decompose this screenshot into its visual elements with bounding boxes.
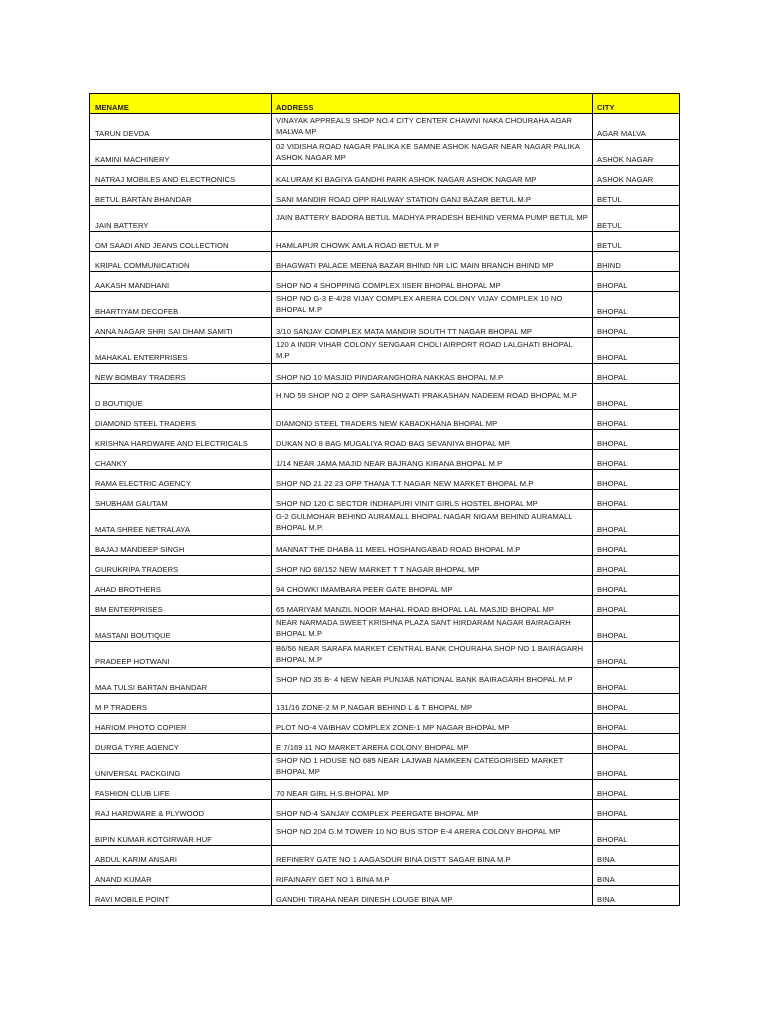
table-row [90,252,680,272]
cell-mename: RAJ HARDWARE & PLYWOOD [90,800,272,820]
cell-mename: KAMINI MACHINERY [90,140,272,166]
cell-mename: BAJAJ MANDEEP SINGH [90,536,272,556]
cell-city: BHOPAL [593,694,680,714]
table-row [90,384,680,410]
cell-address: PLOT NO-4 VAIBHAV COMPLEX ZONE-1 MP NAGAR BHOPAL MP [272,714,593,734]
table-row [90,576,680,596]
cell-address: HAMLAPUR CHOWK AMLA ROAD BETUL M P [272,232,593,252]
cell-address: SHOP NO 21 22 23 OPP THANA T.T NAGAR NEW MARKET BHOPAL M.P [272,470,593,490]
cell-address: NEAR NARMADA SWEET KRISHNA PLAZA SANT HIRDARAM NAGAR BAIRAGARH BHOPAL M.P [272,616,593,642]
table-header-row [90,94,680,114]
cell-mename: D BOUTIQUE [90,384,272,410]
cell-city: BINA [593,886,680,906]
cell-city: BHOPAL [593,734,680,754]
cell-address: E 7/169 11 NO MARKET ARERA COLONY BHOPAL MP [272,734,593,754]
cell-mename: ANNA NAGAR SHRI SAI DHAM SAMITI [90,318,272,338]
cell-city: BETUL [593,186,680,206]
cell-address: SHOP NO-4 SANJAY COMPLEX PEERGATE BHOPAL MP [272,800,593,820]
cell-mename: BIPIN KUMAR KOTGIRWAR HUF [90,820,272,846]
cell-mename: KRIPAL COMMUNICATION [90,252,272,272]
cell-address: 70 NEAR GIRL H.S.BHOPAL MP [272,780,593,800]
cell-city: BHOPAL [593,536,680,556]
cell-address: 131/16 ZONE-2 M P NAGAR BEHIND L & T BHOPAL MP [272,694,593,714]
table-row [90,536,680,556]
cell-city: BHOPAL [593,780,680,800]
cell-city: BHOPAL [593,800,680,820]
table-row [90,114,680,140]
cell-mename: NATRAJ MOBILES AND ELECTRONICS [90,166,272,186]
cell-city: BHOPAL [593,384,680,410]
cell-city: BHIND [593,252,680,272]
cell-mename: RAVI MOBILE POINT [90,886,272,906]
table-row [90,272,680,292]
table-row [90,232,680,252]
cell-address: 1/14 NEAR JAMA MAJID NEAR BAJRANG KIRANA BHOPAL M.P [272,450,593,470]
table-row [90,430,680,450]
table-row [90,410,680,430]
table-body [90,94,680,906]
cell-mename: RAMA ELECTRIC AGENCY [90,470,272,490]
cell-city: BHOPAL [593,410,680,430]
cell-address: GANDHI TIRAHA NEAR DINESH LOUGE BINA MP [272,886,593,906]
table-row [90,450,680,470]
cell-address: RIFAINARY GET NO 1 BINA M.P [272,866,593,886]
cell-city: BHOPAL [593,668,680,694]
cell-address: SANI MANDIR ROAD OPP RAILWAY STATION GANJ BAZAR BETUL M.P [272,186,593,206]
cell-address: B6/56 NEAR SARAFA MARKET CENTRAL BANK CHOURAHA SHOP NO 1 BAIRAGARH BHOPAL M.P [272,642,593,668]
cell-mename: BM ENTERPRISES [90,596,272,616]
cell-city: BINA [593,866,680,886]
cell-mename: ABDUL KARIM ANSARI [90,846,272,866]
table-row [90,186,680,206]
table-row [90,694,680,714]
cell-address: SHOP NO 10 MASJID PINDARANGHORA NAKKAS BHOPAL M.P [272,364,593,384]
cell-mename: HARIOM PHOTO COPIER [90,714,272,734]
table-row [90,206,680,232]
table-row [90,734,680,754]
cell-address: VINAYAK APPREALS SHOP NO.4 CITY CENTER CHAWNI NAKA CHOURAHA AGAR MALWA MP [272,114,593,140]
cell-city: BHOPAL [593,450,680,470]
cell-mename: M P TRADERS [90,694,272,714]
cell-mename: KRISHNA HARDWARE AND ELECTRICALS [90,430,272,450]
table-row [90,166,680,186]
cell-address: 65 MARIYAM MANZIL NOOR MAHAL ROAD BHOPAL LAL MASJID BHOPAL MP [272,596,593,616]
cell-city: BHOPAL [593,490,680,510]
cell-mename: MASTANI BOUTIQUE [90,616,272,642]
data-table [89,93,680,906]
cell-mename: UNIVERSAL PACKGING [90,754,272,780]
cell-address: SHOP NO 1 HOUSE NO 685 NEAR LAJWAB NAMKEEN CATEGORISED MARKET BHOPAL MP [272,754,593,780]
cell-address: H NO 59 SHOP NO 2 OPP SARASHWATI PRAKASHAN NADEEM ROAD BHOPAL M.P [272,384,593,410]
cell-city: BHOPAL [593,338,680,364]
cell-address: SHOP NO 120 C SECTOR INDRAPURI VINIT GIRLS HOSTEL BHOPAL MP [272,490,593,510]
cell-address: BHAGWATI PALACE MEENA BAZAR BHIND NR LIC MAIN BRANCH BHIND MP [272,252,593,272]
cell-city: BHOPAL [593,754,680,780]
cell-city: BHOPAL [593,642,680,668]
cell-mename: GURUKRIPA TRADERS [90,556,272,576]
table-row [90,668,680,694]
cell-mename: JAIN BATTERY [90,206,272,232]
cell-city: BETUL [593,232,680,252]
header-address: ADDRESS [272,94,593,114]
header-city: CITY [593,94,680,114]
cell-city: AGAR MALVA [593,114,680,140]
table-row [90,556,680,576]
table-row [90,780,680,800]
cell-address: KALURAM KI BAGIYA GANDHI PARK ASHOK NAGAR ASHOK NAGAR MP [272,166,593,186]
cell-city: BHOPAL [593,714,680,734]
cell-mename: AAKASH MANDHANI [90,272,272,292]
cell-city: BHOPAL [593,364,680,384]
cell-city: BHOPAL [593,616,680,642]
cell-mename: NEW BOMBAY TRADERS [90,364,272,384]
cell-city: BHOPAL [593,556,680,576]
cell-city: BHOPAL [593,820,680,846]
cell-mename: MATA SHREE NETRALAYA [90,510,272,536]
table-row [90,490,680,510]
table-row [90,596,680,616]
cell-mename: MAA TULSI BARTAN BHANDAR [90,668,272,694]
cell-address: JAIN BATTERY BADORA BETUL MADHYA PRADESH BEHIND VERMA PUMP BETUL MP [272,206,593,232]
table-row [90,140,680,166]
table-row [90,616,680,642]
cell-address: G-2 GULMOHAR BEHIND AURAMALL BHOPAL NAGAR NIGAM BEHIND AURAMALL BHOPAL M.P. [272,510,593,536]
cell-city: BHOPAL [593,318,680,338]
cell-mename: FASHION CLUB LIFE [90,780,272,800]
table-row [90,338,680,364]
cell-address: 94 CHOWKI IMAMBARA PEER GATE BHOPAL MP [272,576,593,596]
table-row [90,800,680,820]
cell-mename: TARUN DEVDA [90,114,272,140]
table-row [90,846,680,866]
cell-address: REFINERY GATE NO 1 AAGASOUR BINA DISTT SAGAR BINA M.P [272,846,593,866]
cell-mename: DURGA TYRE AGENCY [90,734,272,754]
cell-address: SHOP NO 35 B- 4 NEW NEAR PUNJAB NATIONAL BANK BAIRAGARH BHOPAL M.P [272,668,593,694]
cell-address: SHOP NO G-3 E-4/28 VIJAY COMPLEX ARERA COLONY VIJAY COMPLEX 10 NO BHOPAL M.P [272,292,593,318]
cell-mename: OM SAADI AND JEANS COLLECTION [90,232,272,252]
cell-city: BETUL [593,206,680,232]
cell-mename: ANAND KUMAR [90,866,272,886]
table-row [90,820,680,846]
cell-city: BHOPAL [593,576,680,596]
table-row [90,470,680,490]
table-row [90,318,680,338]
cell-city: BHOPAL [593,292,680,318]
cell-city: BHOPAL [593,272,680,292]
cell-address: DIAMOND STEEL TRADERS NEW KABADKHANA BHOPAL MP [272,410,593,430]
table-row [90,364,680,384]
cell-mename: AHAD BROTHERS [90,576,272,596]
table-row [90,866,680,886]
cell-city: BHOPAL [593,430,680,450]
table-row [90,510,680,536]
cell-city: ASHOK NAGAR [593,166,680,186]
cell-city: BINA [593,846,680,866]
table-row [90,754,680,780]
cell-mename: DIAMOND STEEL TRADERS [90,410,272,430]
cell-address: DUKAN NO 8 BAG MUGALIYA ROAD BAG SEVANIYA BHOPAL MP [272,430,593,450]
cell-address: 02 VIDISHA ROAD NAGAR PALIKA KE SAMNE ASHOK NAGAR NEAR NAGAR PALIKA ASHOK NAGAR MP [272,140,593,166]
table-row [90,642,680,668]
cell-mename: BETUL BARTAN BHANDAR [90,186,272,206]
cell-city: ASHOK NAGAR [593,140,680,166]
cell-mename: SHUBHAM GAUTAM [90,490,272,510]
table-row [90,886,680,906]
cell-address: SHOP NO 68/152 NEW MARKET T T NAGAR BHOPAL MP [272,556,593,576]
cell-address: SHOP NO 204 G.M TOWER 10 NO BUS STOP E-4 ARERA COLONY BHOPAL MP [272,820,593,846]
cell-mename: CHANKY [90,450,272,470]
cell-address: SHOP NO 4 SHOPPING COMPLEX IISER BHOPAL BHOPAL MP [272,272,593,292]
cell-city: BHOPAL [593,470,680,490]
cell-mename: BHARTIYAM DECOFEB [90,292,272,318]
cell-city: BHOPAL [593,596,680,616]
table-row [90,714,680,734]
cell-mename: PRADEEP HOTWANI [90,642,272,668]
cell-address: 120 A INDR VIHAR COLONY SENGAAR CHOLI AIRPORT ROAD LALGHATI BHOPAL M.P [272,338,593,364]
cell-mename: MAHAKAL ENTERPRISES [90,338,272,364]
cell-city: BHOPAL [593,510,680,536]
cell-address: MANNAT THE DHABA 11 MEEL HOSHANGABAD ROAD BHOPAL M.P [272,536,593,556]
cell-address: 3/10 SANJAY COMPLEX MATA MANDIR SOUTH TT NAGAR BHOPAL MP [272,318,593,338]
table-row [90,292,680,318]
header-mename: MENAME [90,94,272,114]
